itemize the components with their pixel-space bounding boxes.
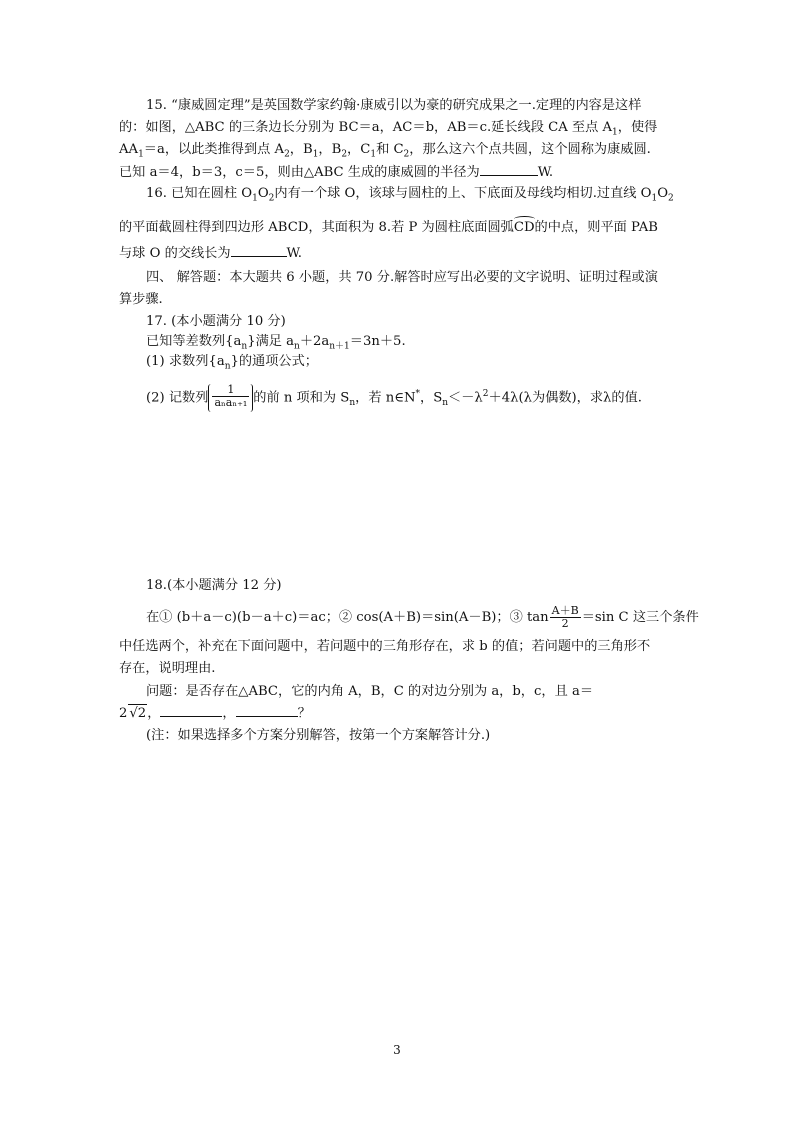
q18-heading: 18.(本小题满分 12 分) bbox=[146, 578, 282, 593]
q18-fraction: $\frac{A+B}{2}$ bbox=[551, 604, 579, 630]
q15-line-4: 已知 a＝4，b＝3，c＝5，则由△ABC 生成的康威圆的半径为 W. bbox=[119, 165, 554, 180]
sqrt-symbol: √2 bbox=[129, 706, 147, 721]
q16-line-3: 与球 O 的交线长为 W. bbox=[119, 246, 302, 261]
page-number: 3 bbox=[393, 1043, 401, 1057]
q18-line-5: 2 √2， ， ？ bbox=[119, 706, 311, 721]
q17-part-1: (1) 求数列$\{a_n\}$的通项公式； bbox=[146, 354, 318, 372]
q18-line-1: 在① (b＋a－c)(b－a＋c)＝ac；② cos(A＋B)＝sin(A－B)；③ tan $\frac{A+B}{2}$ ＝sin C 这三个条件 bbox=[146, 604, 699, 630]
q18-line-3: 存在，说明理由. bbox=[119, 661, 216, 676]
section-4-line-2: 算步骤. bbox=[119, 292, 163, 307]
q15-line-2: 的：如图，△ABC 的三条边长分别为 BC＝a，AC＝b，AB＝c.延长线段 CA 至点 $A_1$，使得 bbox=[119, 120, 658, 138]
q16-line-2: 的平面截圆柱得到四边形 ABCD，其面积为 8.若 P 为圆柱底面圆弧CD的中点，则平面 PAB bbox=[119, 220, 658, 235]
q18-blank-2[interactable] bbox=[236, 704, 298, 717]
q18-line-4: 问题：是否存在△ABC，它的内角 A，B，C 的对边分别为 a，b，c，且 a＝ bbox=[146, 684, 594, 699]
q18-note: (注：如果选择多个方案分别解答，按第一个方案解答计分.) bbox=[146, 728, 491, 743]
q17-heading: 17. (本小题满分 10 分) bbox=[146, 314, 286, 329]
q18-line-2: 中任选两个，补充在下面问题中，若问题中的三角形存在，求 b 的值；若问题中的三角形不 bbox=[119, 639, 651, 654]
q18-blank-1[interactable] bbox=[160, 704, 222, 717]
q16-line-1: 16. 已知在圆柱 $O_1O_2$内有一个球 O，该球与圆柱的上、下底面及母线均相切.过直线 $O_1O_2$ bbox=[146, 186, 674, 204]
q15-answer-blank[interactable] bbox=[480, 163, 538, 176]
arc-cd: CD bbox=[513, 220, 535, 235]
q16-answer-blank[interactable] bbox=[231, 244, 287, 257]
q15-line-3: $AA_1=a$，以此类推得到点 $A_2$，$B_1$，$B_2$，$C_1$和 $C_2$，那么这六个点共圆，这个圆称为康威圆. bbox=[119, 142, 651, 160]
sequence-brace bbox=[208, 384, 253, 412]
q15-line-1: 15. “康威圆定理”是英国数学家约翰·康威引以为豪的研究成果之一.定理的内容是这样 bbox=[146, 98, 642, 113]
q17-part-2: (2) 记数列 $\frac{1}{\text{aₙaₙ₊₁}}$ 的前 n 项和为 $S_n$，若 n∈N*，$S_n<-\lambda^2+4\lambda(\lambda$为偶数)，求λ的值. bbox=[146, 384, 679, 412]
q17-fraction: $\frac{1}{\text{aₙaₙ₊₁}}$ bbox=[214, 383, 248, 409]
section-4-line-1: 四、 解答题：本大题共 6 小题，共 70 分.解答时应写出必要的文字说明、证明过程或演 bbox=[146, 270, 658, 285]
q17-line-1: 已知等差数列$\{a_n\}$满足 $a_n+2a_{n+1}=3n+5$. bbox=[146, 334, 406, 352]
